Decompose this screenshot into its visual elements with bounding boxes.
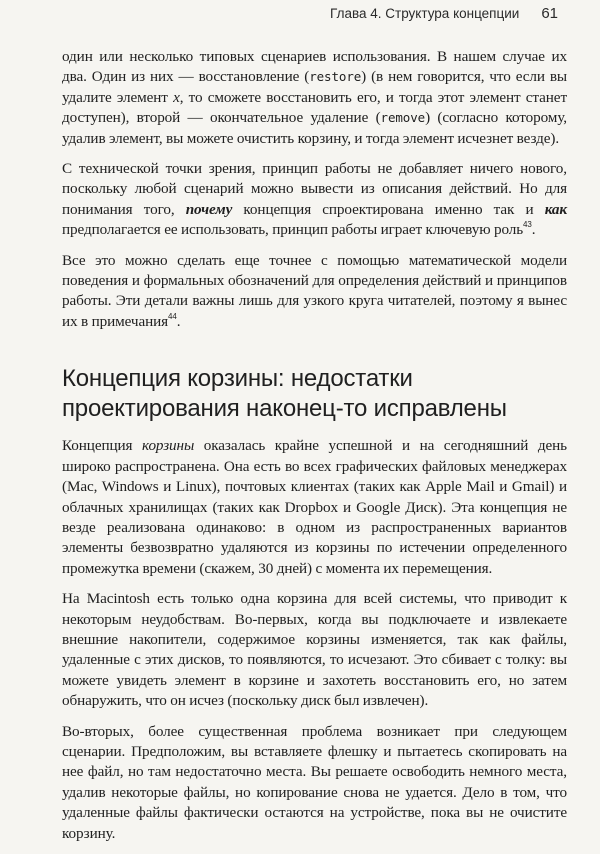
code-restore: restore [309, 69, 362, 85]
variable-x: x [173, 88, 180, 106]
paragraph-principle-scenarios [62, 47, 567, 149]
paragraph-second-problem: Во-вторых, более существенная проблема возникает при следующем сценарии. Предположим, вы вставляете флешку и пытаетесь скопировать на нее файл, но там недостаточно места. Вы решаете освободить немного места, удалив некоторые файлы, но копирование снова не удается. Дело в том, что удаленные файлы фактически остаются на устройстве, пока вы не очистите корзину. [62, 722, 567, 842]
text-fragment: предполагается ее использовать, принцип работы играет ключевую роль [62, 221, 524, 239]
paragraph-macintosh-trash: На Macintosh есть только одна корзина для всей системы, что приводит к некоторым неудобствам. Во-первых, когда вы подключаете и извлекаете внешние накопители, содержимое корзины изменяется, так как файлы, удаленные с этих дисков, то появляются, то исчезают. Это сбивает с толку: вы можете увидеть элемент в корзине и захотеть восстановить его, но затем обнаружить, что он исчез (поскольку диск был извлечен). [62, 590, 567, 710]
text-fragment: , то сможете восстановить его, и тогда этот элемент станет доступен), второй — окончательное удаление ( [62, 88, 567, 127]
text-fragment: ) (согласно которому, удалив элемент, вы можете очистить корзину, и тогда элемент исчезнет везде). [62, 109, 567, 147]
text-fragment: концепция спроектирована именно так и [232, 200, 545, 218]
text-fragment: ) (в нем говорится, что если вы удалите элемент [62, 68, 567, 106]
emphasis-why: почему [185, 200, 233, 218]
text-fragment: . [176, 312, 181, 330]
chapter-title: Глава 4. Структура концепции [330, 6, 520, 21]
text-fragment: Все это можно сделать еще точнее с помощью математической модели поведения и формальных обозначений для определения действий и принципов работы. Эти детали важны лишь для узкого круга читателей, поэтому я вынес их в примечания [62, 251, 567, 330]
text-fragment: С технической точки зрения, принцип работы не добавляет ничего нового, поскольку любой сценарий можно вывести из описания действий. Но для понимания того, [62, 160, 567, 218]
page-number: 61 [541, 5, 558, 22]
emphasis-how: как [544, 200, 567, 218]
text-fragment: один или несколько типовых сценариев использования. В нашем случае их два. Один из них — восстановление ( [62, 48, 567, 86]
text-fragment: . [531, 221, 536, 239]
text-fragment: оказалась крайне успешной и на сегодняшний день широко распространена. Она есть во всех графических файловых менеджерах (Mac, Windows и Linux), почтовых клиентах (таких как Apple Mail и Gmail) и облачных хранилищах (таких как Dropbox и Google Диск). Эта концепция не везде реализована одинаково: в одном из распространенных вариантов элементы безвозвратно удаляются из корзины по истечении определенного промежутка времени (скажем, 30 дней) с момента их перемещения. [62, 437, 567, 577]
code-remove: remove [380, 110, 426, 126]
footnote-ref-43: 43 [523, 220, 532, 230]
paragraph-formal-model [62, 251, 567, 333]
paragraph-technical-view [62, 159, 567, 241]
section-heading [62, 364, 567, 424]
page-content [62, 47, 567, 854]
text-fragment: Концепция [62, 437, 143, 455]
paragraph-trash-concept [62, 436, 567, 579]
section-heading-line-2: проектирования наконец-то исправлены [62, 395, 507, 423]
section-heading-line-1: Концепция корзины: недостатки [62, 365, 413, 393]
running-header [330, 5, 558, 22]
footnote-ref-44: 44 [168, 311, 177, 321]
emphasis-trash: корзины [142, 437, 195, 455]
